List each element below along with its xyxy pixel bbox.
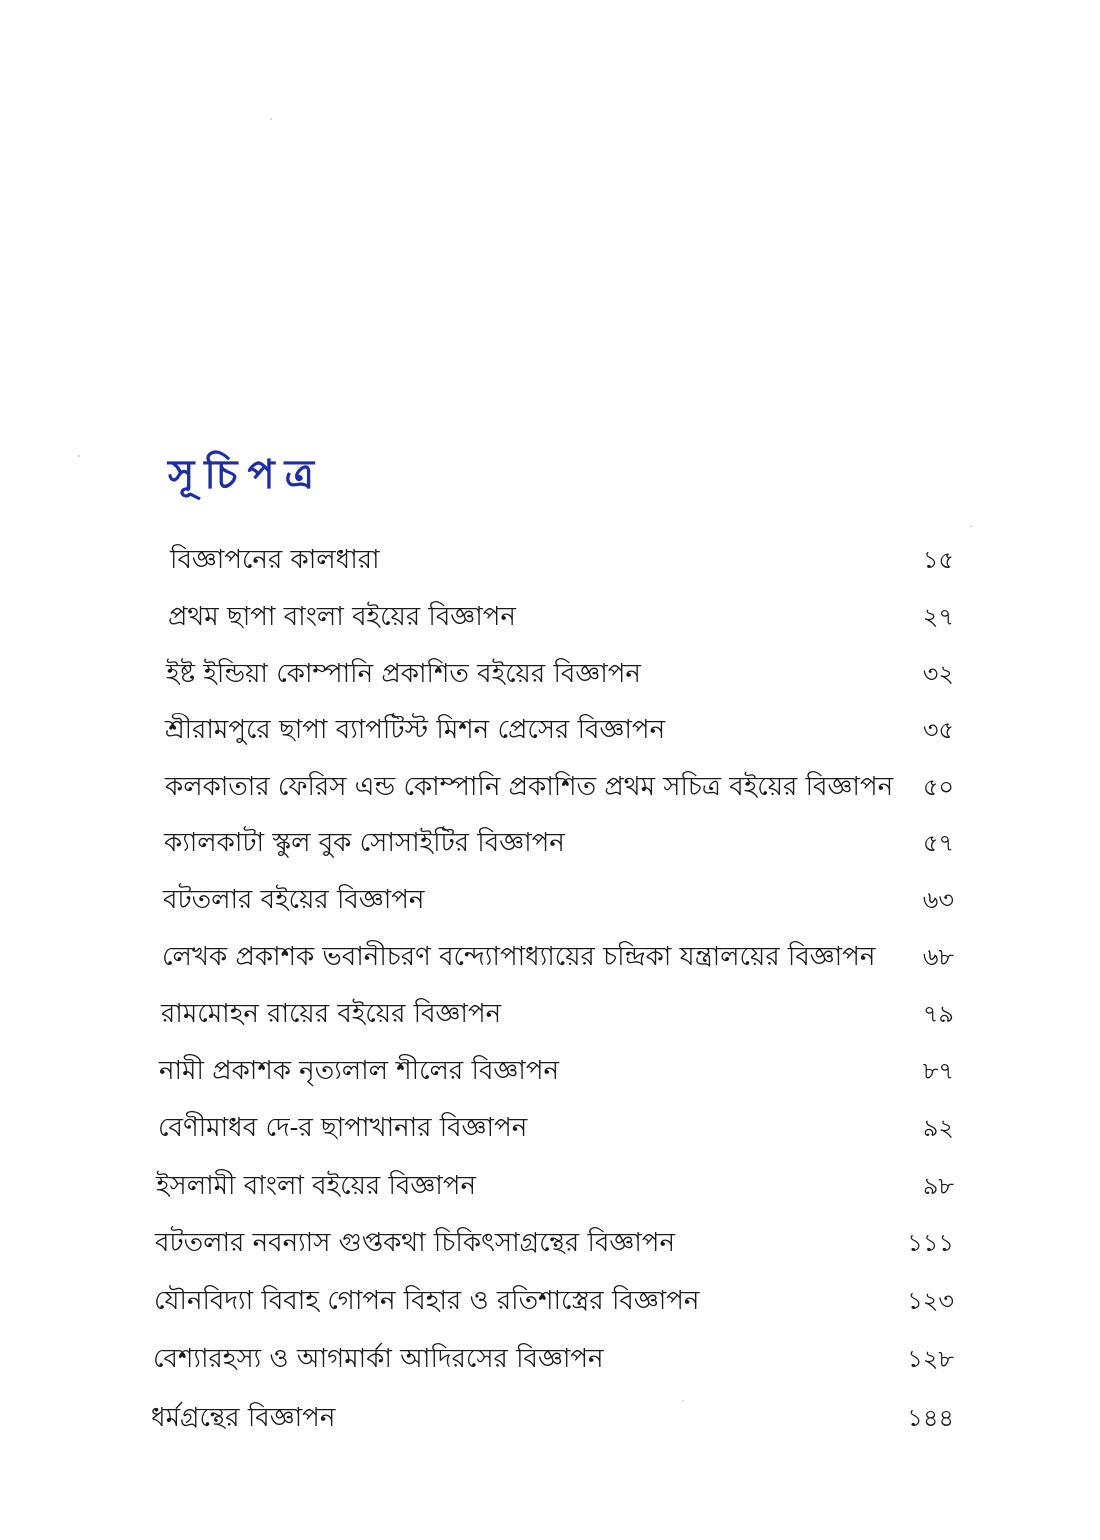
- toc-entry: [156, 1164, 954, 1208]
- entry-page-number: ৩৫: [922, 716, 954, 744]
- toc-entry: [166, 652, 954, 696]
- entry-page-number: ৬৩: [922, 886, 954, 914]
- entry-title: ইষ্ট ইন্ডিয়া কোম্পানি প্রকাশিত বইয়ের বিজ্ঞাপন: [166, 659, 641, 689]
- entry-title: প্রথম ছাপা বাংলা বইয়ের বিজ্ঞাপন: [168, 602, 516, 632]
- toc-entry: [151, 1396, 954, 1440]
- entry-title: ধর্মগ্রন্থের বিজ্ঞাপন: [151, 1403, 336, 1433]
- entry-title: ইসলামী বাংলা বইয়ের বিজ্ঞাপন: [156, 1171, 476, 1201]
- entry-title: লেখক প্রকাশক ভবানীচরণ বন্দ্যোপাধ্যায়ের চন্দ্রিকা যন্ত্রালয়ের বিজ্ঞাপন: [162, 942, 876, 972]
- toc-entry: [170, 538, 954, 582]
- toc-entry: [155, 1221, 954, 1265]
- entry-page-number: ৩২: [922, 660, 954, 688]
- entry-page-number: ১২৩: [907, 1287, 954, 1315]
- entry-page-number: ১৫: [922, 546, 954, 574]
- entry-page-number: ১২৮: [907, 1345, 954, 1373]
- entry-title: যৌনবিদ্যা বিবাহ গোপন বিহার ও রতিশাস্ত্রের বিজ্ঞাপন: [154, 1286, 700, 1316]
- entry-title: কলকাতার ফেরিস এন্ড কোম্পানি প্রকাশিত প্রথম সচিত্র বইয়ের বিজ্ঞাপন: [165, 772, 894, 802]
- entry-page-number: ১১১: [907, 1229, 954, 1257]
- entry-title: শ্রীরামপুরে ছাপা ব্যাপটিস্ট মিশন প্রেসের বিজ্ঞাপন: [165, 715, 666, 745]
- entry-page-number: ২৭: [922, 603, 954, 631]
- entry-page-number: ৬৮: [922, 943, 954, 971]
- entry-page-number: ৫৭: [922, 829, 954, 857]
- entry-title: বটতলার নবন্যাস গুপ্তকথা চিকিৎসাগ্রন্থের বিজ্ঞাপন: [155, 1228, 675, 1258]
- toc-entry: [154, 1279, 954, 1323]
- entry-title: রামমোহন রায়ের বইয়ের বিজ্ঞাপন: [161, 999, 502, 1029]
- toc-entry: [158, 1106, 954, 1150]
- toc-entry: [165, 708, 954, 752]
- toc-entry: [164, 821, 954, 865]
- toc-entry: [159, 1049, 954, 1093]
- toc-entry: [163, 878, 954, 922]
- entry-title: বটতলার বইয়ের বিজ্ঞাপন: [163, 885, 425, 915]
- entry-page-number: ১৪৪: [907, 1404, 954, 1432]
- entry-page-number: ৫০: [922, 773, 954, 801]
- entry-title: নামী প্রকাশক নৃত্যলাল শীলের বিজ্ঞাপন: [159, 1056, 560, 1086]
- toc-entry: [162, 935, 954, 979]
- toc-entry: [153, 1337, 954, 1381]
- toc-heading: সূচিপত্র: [168, 450, 324, 498]
- toc-entry: [168, 595, 954, 639]
- toc-entry: [161, 992, 954, 1036]
- entry-title: বিজ্ঞাপনের কালধারা: [170, 545, 380, 575]
- entry-page-number: ৮৭: [922, 1057, 954, 1085]
- entry-title: ক্যালকাটা স্কুল বুক সোসাইটির বিজ্ঞাপন: [164, 828, 565, 858]
- entry-page-number: ৭৯: [922, 1000, 954, 1028]
- entry-title: বেশ্যারহস্য ও আগমার্কা আদিরসের বিজ্ঞাপন: [153, 1344, 604, 1374]
- toc-entry: [165, 765, 954, 809]
- entry-page-number: ৯২: [922, 1114, 954, 1142]
- entry-title: বেণীমাধব দে-র ছাপাখানার বিজ্ঞাপন: [158, 1113, 528, 1143]
- entry-page-number: ৯৮: [922, 1172, 954, 1200]
